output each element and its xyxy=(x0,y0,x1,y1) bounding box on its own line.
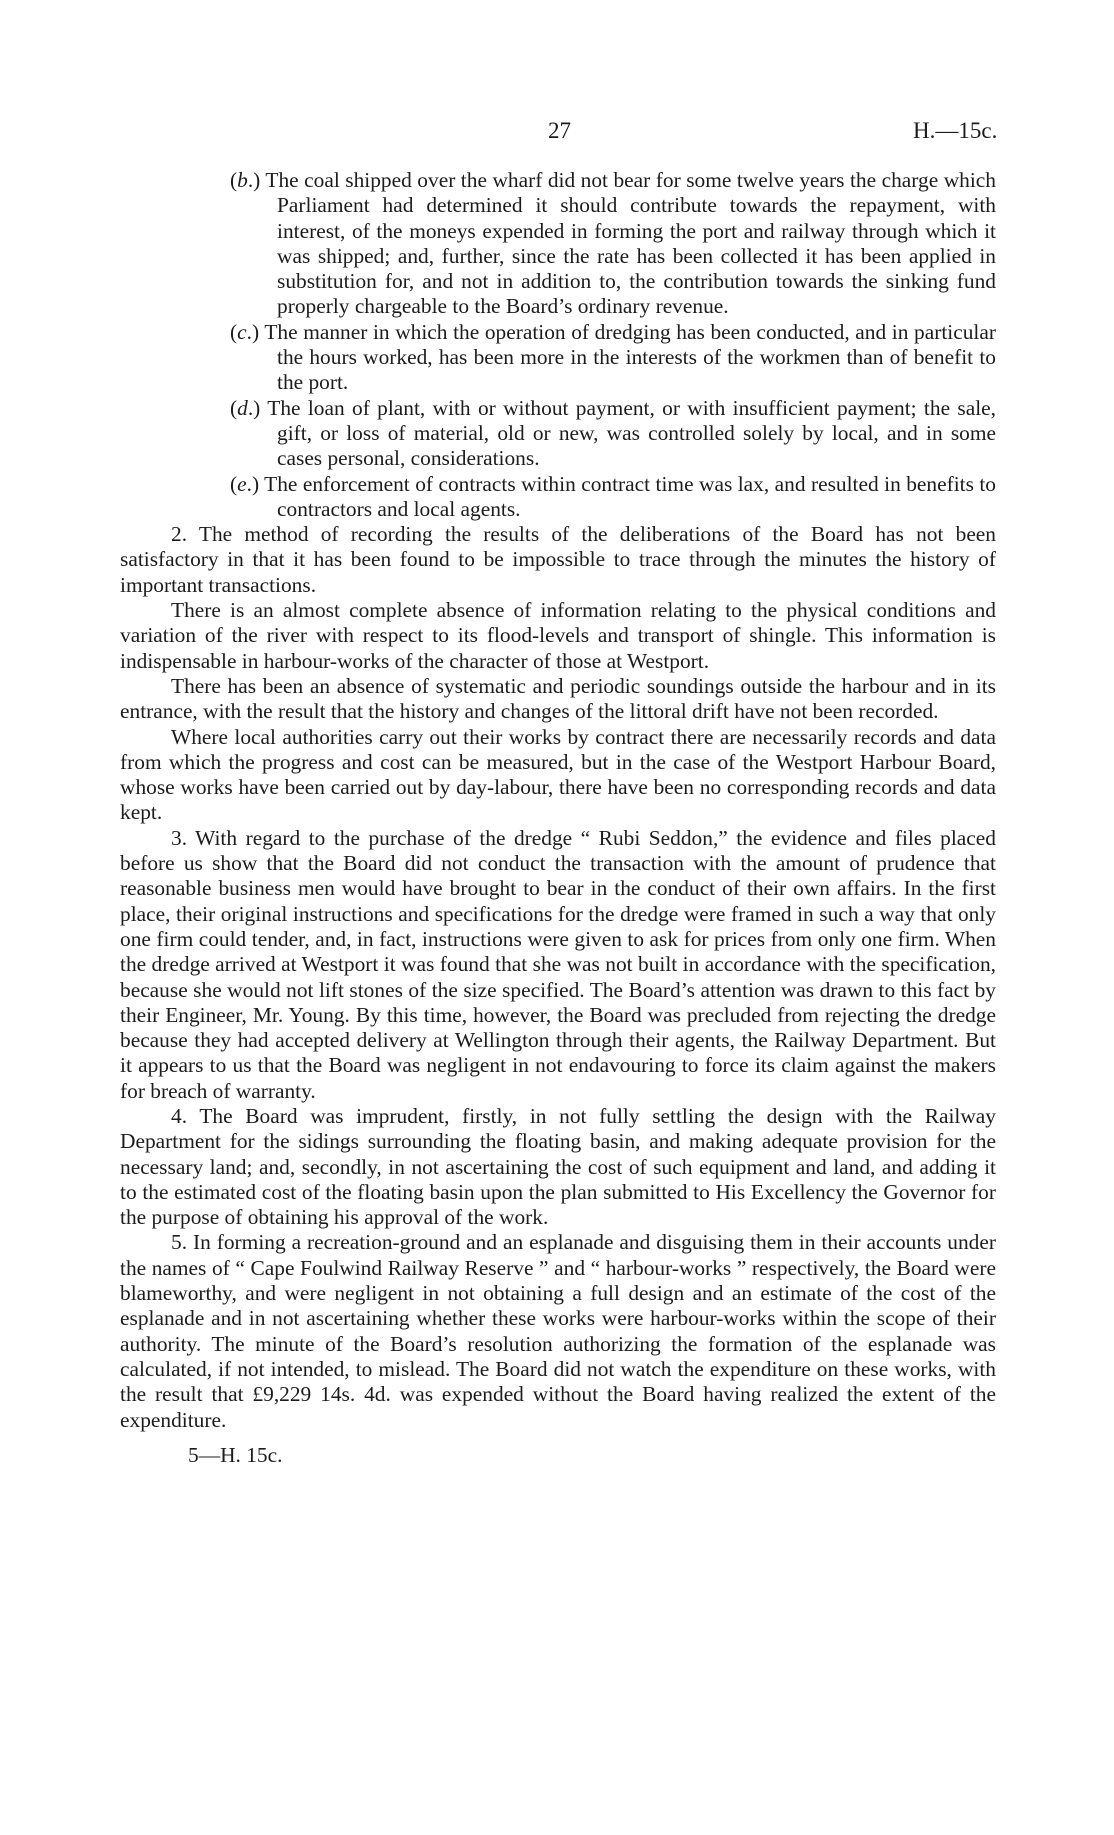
item-label: d xyxy=(237,395,248,420)
list-item: (b.) The coal shipped over the wharf did not bear for some twelve years the charge which Parliament had determined it should contribute towards the repayment, with interest, of the moneys expended in forming the port and railway through which it was shipped; and, further, since the rate has been collected it has been applied in substitution for, and not in addition to, the contribution towards the sinking fund properly chargeable to the Board’s ordinary revenue. xyxy=(230,168,996,319)
signature-mark: 5—H. 15c. xyxy=(188,1442,283,1467)
item-label: b xyxy=(237,168,248,192)
item-text: The loan of plant, with or without payment, or with insufficient payment; the sale, gift, or loss of material, old or new, was controlled solely by local, and in some cases personal, considerations. xyxy=(267,395,996,471)
paragraph: There has been an absence of systematic and periodic soundings outside the harbour and in its entrance, with the result that the history and changes of the littoral drift have not been recorded. xyxy=(120,673,996,724)
body-text xyxy=(120,168,996,1468)
list-item: (e.) The enforcement of contracts within contract time was lax, and resulted in benefits to contractors and local agents. xyxy=(230,471,996,521)
paragraph: 3. With regard to the purchase of the dredge “ Rubi Seddon,” the evidence and files placed before us show that the Board did not conduct the transaction with the amount of prudence that reasonable business men would have brought to bear in the conduct of their own affairs. In the first place, their original instructions and specifications for the dredge were framed in such a way that only one firm could tender, and, in fact, instructions were given to ask for prices from only one firm. When the dredge arrived at Westport it was found that she was not built in accordance with the specification, because she would not lift stones of the size specified. The Board’s attention was drawn to this fact by their Engineer, Mr. Young. By this time, however, the Board was precluded from rejecting the dredge because they had accepted delivery at Wellington through their agents, the Railway Department. But it appears to us that the Board was negligent in not endavouring to force its claim against the makers for breach of warranty. xyxy=(120,825,996,1103)
page-number: 27 xyxy=(548,118,571,143)
document-reference: H.—15c. xyxy=(913,118,998,143)
paragraph: There is an almost complete absence of information relating to the physical conditions and variation of the river with respect to its flood-levels and transport of shingle. This information is indispensable in harbour-works of the character of those at Westport. xyxy=(120,598,996,673)
item-text: The coal shipped over the wharf did not bear for some twelve years the charge which Parliament had determined it should contribute towards the repayment, with interest, of the moneys expended in forming the port and railway through which it was shipped; and, further, since the rate has been collected it has been applied in substitution for, and not in addition to, the contribution towards the sinking fund properly chargeable to the Board’s ordinary revenue. xyxy=(265,168,996,319)
item-label: c xyxy=(237,319,247,344)
paragraph: 4. The Board was imprudent, firstly, in not fully settling the design with the Railway Department for the sidings surrounding the floating basin, and making adequate provision for the necessary land; and, secondly, in not ascertaining the cost of such equipment and land, and adding it to the estimated cost of the floating basin upon the plan submitted to His Excellency the Governor for the purpose of obtaining his approval of the work. xyxy=(120,1103,996,1230)
paragraph: Where local authorities carry out their works by contract there are necessarily records and data from which the progress and cost can be measured, but in the case of the Westport Harbour Board, whose works have been carried out by day-labour, there have been no corresponding records and data kept. xyxy=(120,724,996,825)
list-item: (d.) The loan of plant, with or without payment, or with insufficient payment; the sale, gift, or loss of material, old or new, was controlled solely by local, and in some cases personal, considerations. xyxy=(230,395,996,471)
list-item: (c.) The manner in which the operation of dredging has been conducted, and in particular the hours worked, has been more in the interests of the workmen than of benefit to the port. xyxy=(230,319,996,395)
item-label: e xyxy=(237,471,247,496)
paragraph: 2. The method of recording the results of the deliberations of the Board has not been satisfactory in that it has been found to be impossible to trace through the minutes the history of important transactions. xyxy=(120,522,996,597)
item-text: The manner in which the operation of dredging has been conducted, and in particular the hours worked, has been more in the interests of the workmen than of benefit to the port. xyxy=(264,319,996,395)
item-text: The enforcement of contracts within contract time was lax, and resulted in benefits to contractors and local agents. xyxy=(264,471,996,521)
paragraph: 5. In forming a recreation-ground and an esplanade and disguising them in their accounts under the names of “ Cape Foulwind Railway Reserve ” and “ harbour-works ” respectively, the Board were blameworthy, and were negligent in not obtaining a full design and an estimate of the cost of the esplanade and in not ascertaining whether these works were harbour-works within the scope of their authority. The minute of the Board’s resolution authorizing the formation of the esplanade was calculated, if not intended, to mislead. The Board did not watch the expenditure on these works, with the result that £9,229 14s. 4d. was expended without the Board having realized the extent of the expenditure. xyxy=(120,1230,996,1432)
